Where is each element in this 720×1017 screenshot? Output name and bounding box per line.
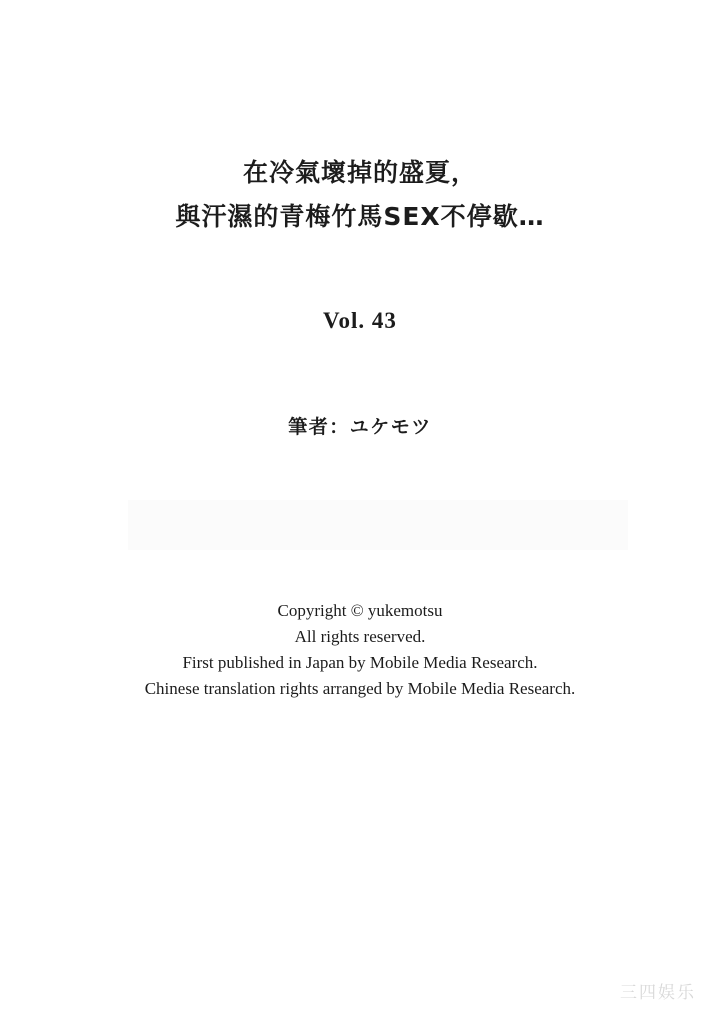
copyright-line: All rights reserved. bbox=[294, 627, 426, 646]
page-title bbox=[0, 155, 720, 235]
title-line-2: 與汗濕的青梅竹馬SEX不停歇… bbox=[175, 202, 545, 231]
copyright-line: Chinese translation rights arranged by Mobile Media Research. bbox=[144, 679, 576, 698]
copyright-line: Copyright © yukemotsu bbox=[277, 601, 443, 620]
publisher-logo-placeholder bbox=[128, 500, 628, 550]
author-label: 筆者：ユケモツ bbox=[288, 416, 432, 438]
copyright-block bbox=[0, 598, 720, 702]
volume-label: Vol. 43 bbox=[323, 308, 397, 333]
site-watermark: 三四娱乐 bbox=[620, 983, 696, 1003]
copyright-line: First published in Japan by Mobile Media Research. bbox=[182, 653, 538, 672]
title-line-1: 在冷氣壞掉的盛夏， bbox=[242, 158, 477, 187]
